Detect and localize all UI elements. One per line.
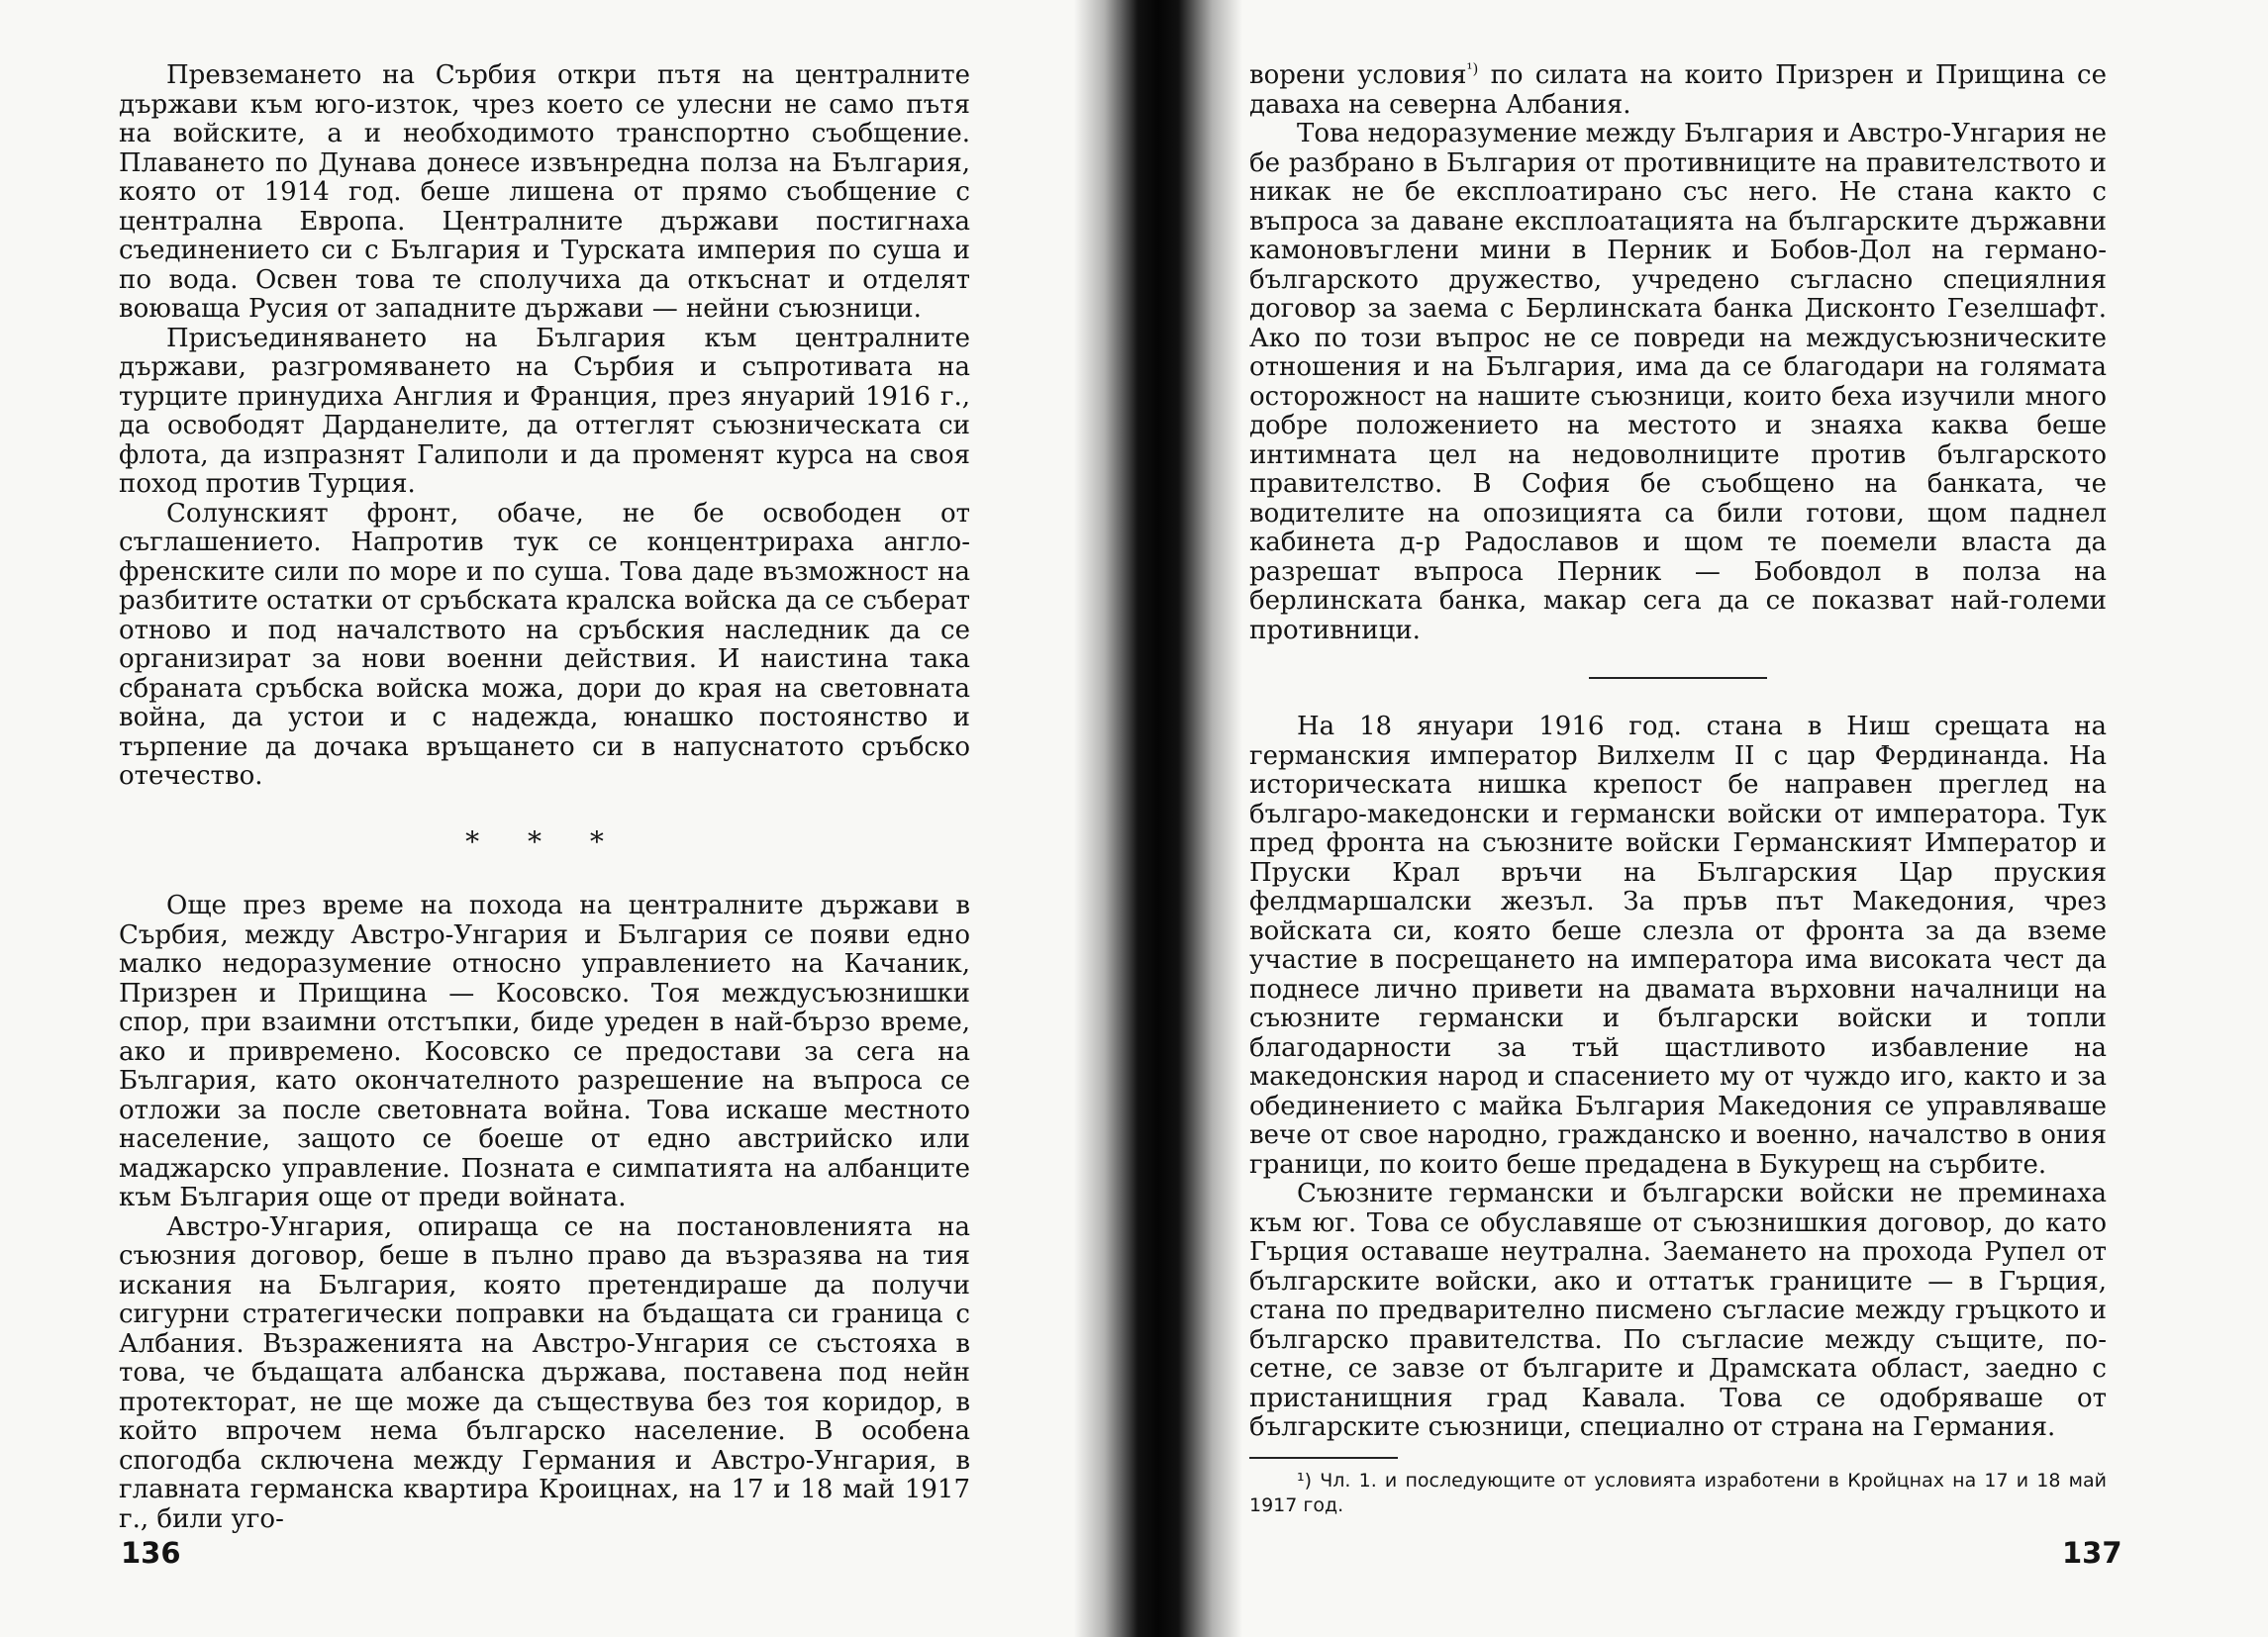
footnote-rule xyxy=(1249,1457,1398,1459)
section-divider xyxy=(1589,677,1767,679)
paragraph: Съюзните германски и български войски не преминаха към юг. Това се обуславяше от съюзнишкия договор, до като Гърция оставаше неутрална. Заемането на прохода Рупел от българските войски, ако и оттатък границите — в Гърция, стана по предварително писмено съгласие между гръцкото и българско правителства. По съгласие между същите, по-сетне, се завзе от българите и Драмската област, заедно с пристанищния град Кавала. Това се одобряваше от българските съюзници, специално от страна на Германия. xyxy=(1249,1179,2107,1442)
paragraph-continued xyxy=(1249,61,2107,120)
continued-text-rest: по силата на които Призрен и Прищина се даваха на северна Албания. xyxy=(1249,60,2108,120)
book-gutter-shadow xyxy=(1074,0,1242,1637)
continued-text: ворени условия xyxy=(1249,60,1467,90)
paragraph: Присъединяването на България към централните държави, разгромяването на Сърбия и съпротивата на турците принудиха Англия и Франция, през януарий 1916 г., да освободят Дарданелите, да оттеглят съюзническата си флота, да изпразнят Галиполи и да променят курса на своя поход против Турция. xyxy=(119,323,970,499)
left-page-text xyxy=(119,61,970,1534)
page-number-left: 136 xyxy=(121,1536,181,1570)
footnote-marker: ¹) xyxy=(1466,59,1479,78)
paragraph: Солунският фронт, обаче, не бе освободен от съглашението. Напротив тук се концентрираха англо-френските сили по море и по суша. Това даде възможност на разбитите остатки от сръбската кралска войска да се съберат отново и под началството на сръбския наследник да се организират за нови военни действия. И наистина така сбраната сръбска войска можа, дори до края на световната война, да устои и с надежда, юнашко постоянство и търпение да дочака връщането си в напуснатото сръбско отечество. xyxy=(119,498,970,791)
footnote: ¹) Чл. 1. и последующите от условията изработени в Кройцнах на 17 и 18 май 1917 год. xyxy=(1249,1469,2107,1516)
paragraph: Това недоразумение между България и Австро-Унгария не бе разбрано в България от противниците на правителството и никак не бе експлоатирано със него. Не стана както с въпроса за даване експлоатацията на българските държавни камоновъглени мини в Перник и Бобов-Дол на германо-българското дружество, учредено съгласно специялния договор за заема с Берлинската банка Дисконто Гезелшафт. Ако по този въпрос не се повреди на междусъюзническите отношения и на България, има да се благодари на голямата осторожност на нашите съюзници, които беха изучили много добре положението на местото и знаяха каква беше интимната цел на недоволниците против българското правителство. В София бе съобщено на банката, че водителите на опозицията са били готови, щом паднел кабинета д-р Радославов и щом те поемели власта да разрешат въпроса Перник — Бобовдол в полза на берлинската банка, макар сега да се показват най-големи противници. xyxy=(1249,119,2107,645)
paragraph: Превземането на Сърбия откри пътя на централните държави към юго-изток, чрез което се улесни не само пътя на войските, а и необходимото транспортно съобщение. Плаването по Дунава донесе извънредна полза на България, която от 1914 год. беше лишена от прямо съобщение с централна Европа. Централните държави постигнаха съединението си с България и Турската империя по суша и по вода. Освен това те сполучиха да откъснат и отделят воюваща Русия от западните държави — нейни съюзници. xyxy=(119,60,970,324)
page-number-right: 137 xyxy=(2062,1536,2122,1570)
paragraph: Още през време на похода на централните държави в Сърбия, между Австро-Унгария и България се появи едно малко недоразумение относно управлението на Качаник, Призрен и Прищина — Косовско. Тоя междусъюзнишки спор, при взаимни отстъпки, биде уреден в най-бързо време, ако и привремено. Косовско се предостави за сега на България, като окончателното разрешение на въпроса се отложи за после световната война. Това искаше местното население, защото се боеше от едно австрийско или маджарско управление. Позната е симпатията на албанците към България още от преди войната. xyxy=(119,891,970,1212)
paragraph: На 18 януари 1916 год. стана в Ниш срещата на германския император Вилхелм II с цар Фердинанда. На историческата нишка крепост бе направен преглед на българо-македонски и германски войски от императора. Тук пред фронта на съюзните войски Германският Император и Пруски Крал връчи на Българския Цар пруския фелдмаршалски жезъл. За пръв път Македония, чрез войската си, която беше слезла от фронта за да вземе участие в посрещането на императора има високата чест да поднесе лично привети на двамата върховни началници на съюзните германски и български войски и топли благодарности за тъй щастливото избавление на македонския народ и спасението му от чуждо иго, както и за обединението с майка България Македония се управляваше вече от свое народно, гражданско и военно, началство в ония граници, по които беше предадена в Букурещ на сърбите. xyxy=(1249,712,2107,1180)
section-separator: * * * xyxy=(465,824,624,858)
paragraph: Австро-Унгария, опираща се на постановленията на съюзния договор, беше в пълно право да възразява на тия искания на България, която претендираше да получи сигурни стратегически поправки на бъдащата си граница с Албания. Възраженията на Австро-Унгария се състояха в това, че бъдащата албанска държава, поставена под нейн протекторат, не ще може да съществува без тоя коридор, в който впрочем нема българско население. В особена спогодба сключена между Германия и Австро-Унгария, в главната германска квартира Кроицнах, на 17 и 18 май 1917 г., били уго- xyxy=(119,1211,970,1534)
right-page-text xyxy=(1249,61,2107,1518)
